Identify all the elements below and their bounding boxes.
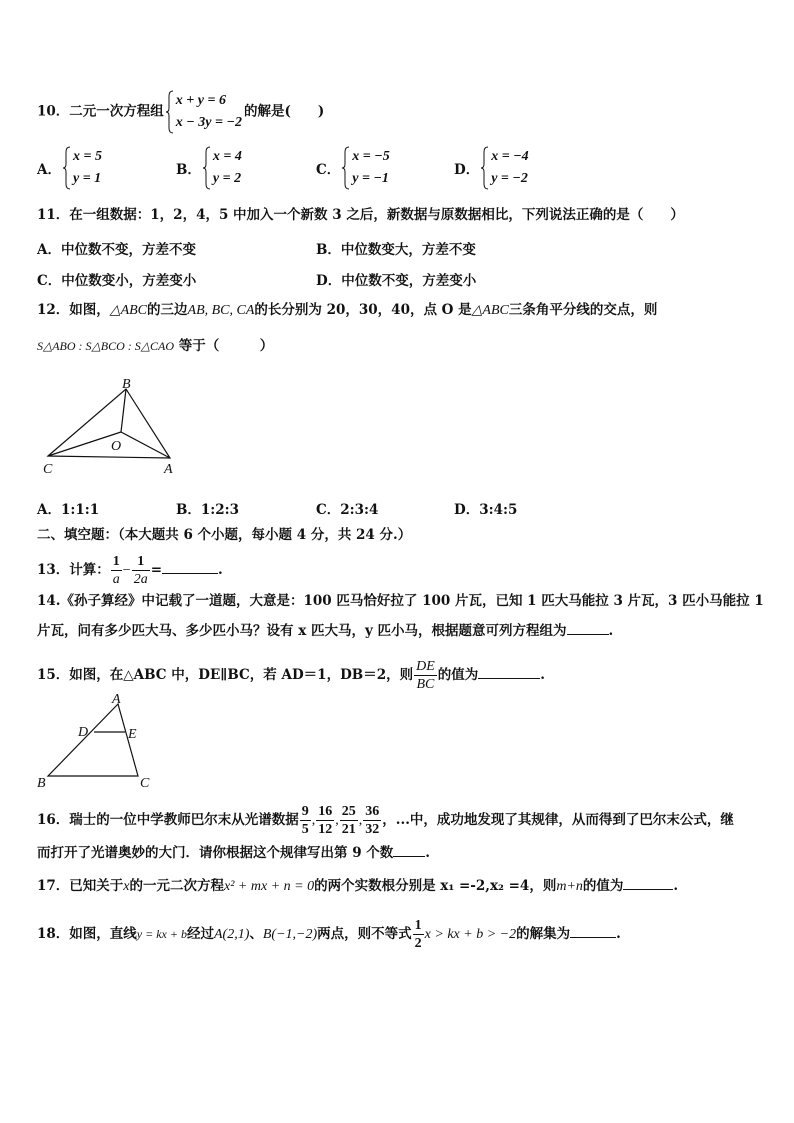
section-2-heading: 二、填空题：（本大题共 6 个小题，每小题 4 分，共 24 分.）	[37, 527, 412, 543]
q15-stem: 15．如图，在△ABC 中，DE∥BC，若 AD＝1，DB＝2，则 $\frac{DE}{BC}$ 的值为 .	[37, 659, 545, 692]
q15-label-d: D	[78, 725, 89, 740]
q11-stem: 11．在一组数据：1，2，4，5 中加入一个新数 3 之后，新数据与原数据相比，下列说法正确的是（ ）	[37, 207, 684, 223]
q11-option-d[interactable]: D．中位数不变，方差变小	[316, 273, 477, 289]
q12-label-c: C	[43, 462, 53, 477]
q12-option-a[interactable]: A．1:1:1	[37, 502, 100, 518]
q11-option-b[interactable]: B．中位数变大，方差不变	[316, 242, 476, 258]
q13-stem: 13．计算： $\frac{1}{a}$ − $\frac{1}{2a}$ = .	[37, 554, 223, 587]
q13-answer-blank[interactable]	[162, 573, 218, 574]
q11-option-a[interactable]: A．中位数不变，方差不变	[37, 242, 196, 258]
q10-option-d[interactable]: D． x = −4 y = −2	[454, 146, 531, 190]
q11-option-c[interactable]: C．中位数变小，方差变小	[37, 273, 197, 289]
q12-label-o: O	[111, 439, 122, 454]
q10-equation-system: x + y = 6 x − 3y = −2	[166, 90, 242, 134]
q14-line-1: 14.《孙子算经》中记载了一道题，大意是：100 匹马恰好拉了 100 片瓦，已知 1 匹大马能拉 3 片瓦，3 匹小马能拉 1	[37, 593, 764, 609]
q12-triangle-figure	[40, 375, 190, 480]
q12-option-b[interactable]: B．1:2:3	[176, 502, 240, 518]
q17-stem: 17．已知关于x的一元二次方程x² + mx + n = 0的两个实数根分别是 x₁ =-2,x₂ =4，则m+n的值为 .	[37, 878, 679, 894]
q12-option-c[interactable]: C．2:3:4	[316, 502, 379, 518]
q18-answer-blank[interactable]	[570, 937, 616, 938]
q10-option-a[interactable]: A． x = 5 y = 1	[37, 146, 104, 190]
q17-answer-blank[interactable]	[623, 889, 673, 890]
q15-label-e: E	[128, 727, 137, 742]
q15-label-c: C	[140, 776, 150, 791]
q12-label-a: A	[164, 462, 173, 477]
q15-label-a: A	[112, 692, 121, 707]
q15-triangle-figure	[34, 690, 164, 792]
q10-stem: 10．二元一次方程组 x + y = 6 x − 3y = −2 的解是( )	[37, 90, 324, 134]
q16-answer-blank[interactable]	[393, 856, 425, 857]
q16-line-1: 16．瑞士的一位中学教师巴尔末从光谱数据 $\frac{9}{5}$ , $\frac{16}{12}$ , $\frac{25}{21}$ , $\frac{36}{32}$ ，...中，成功地发现了其规律，从而得到了巴尔末公式，继	[37, 804, 734, 837]
q12-option-d[interactable]: D．3:4:5	[454, 502, 518, 518]
q12-ratio-line: S△ABO : S△BCO : S△CAO 等于（ ）	[37, 338, 274, 354]
q12-label-b: B	[122, 377, 131, 392]
q14-answer-blank[interactable]	[567, 634, 609, 635]
q15-answer-blank[interactable]	[478, 678, 540, 679]
q14-line-2: 片瓦，问有多少匹大马、多少匹小马？设有 x 匹大马，y 匹小马，根据题意可列方程组为 .	[37, 623, 614, 639]
q16-line-2: 而打开了光谱奥妙的大门．请你根据这个规律写出第 9 个数 .	[37, 845, 430, 861]
q12-stem: 12．如图，△ABC的三边AB, BC, CA的长分别为 20，30，40，点 O 是△ABC三条角平分线的交点，则	[37, 302, 658, 318]
q10-option-b[interactable]: B． x = 4 y = 2	[176, 146, 244, 190]
q15-label-b: B	[37, 776, 46, 791]
q10-option-c[interactable]: C． x = −5 y = −1	[316, 146, 392, 190]
q18-stem: 18．如图，直线y = kx + b经过A(2,1)、B(−1,−2)两点，则不等式 $\frac{1}{2}$ x > kx + b > −2的解集为 .	[37, 918, 621, 951]
